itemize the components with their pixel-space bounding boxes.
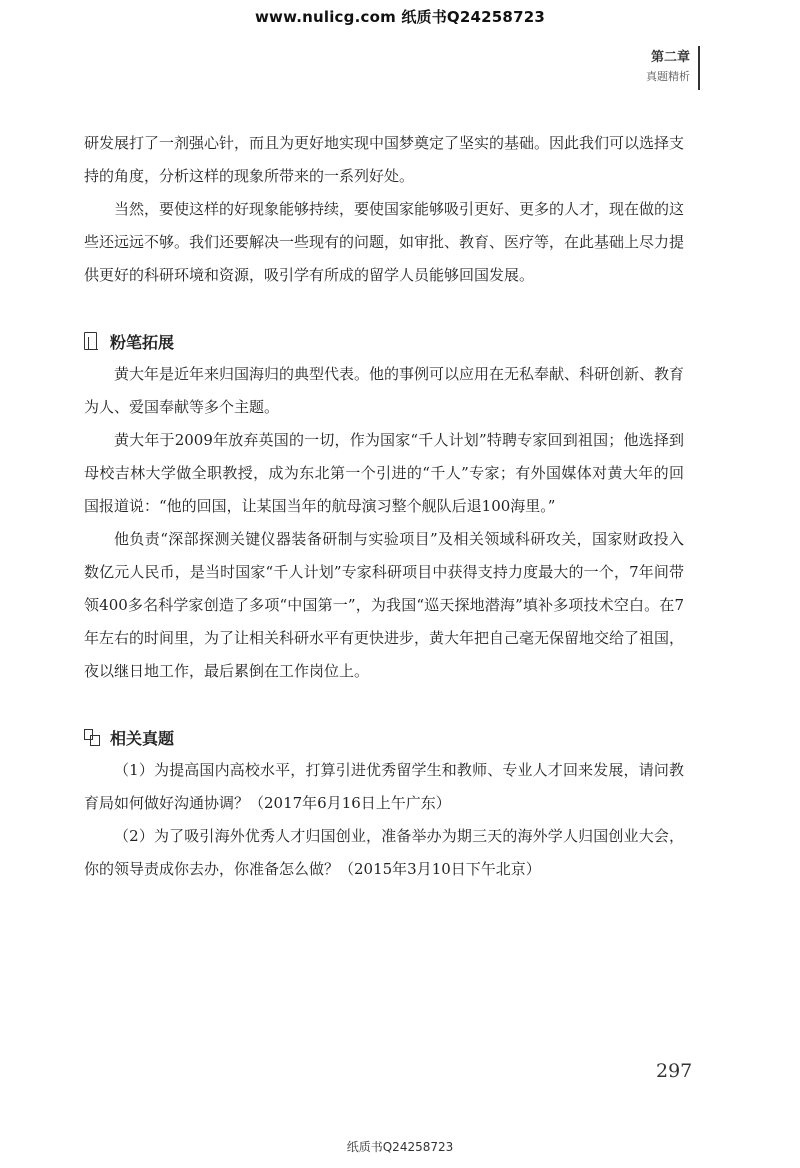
related-questions-icon [84, 728, 100, 746]
bottom-watermark: 纸质书Q24258723 [346, 1140, 454, 1154]
chapter-label: 第二章 [650, 50, 690, 65]
chalk-paragraph: 黄大年是近年来归国海归的典型代表。他的事例可以应用在无私奉献、科研创新、教育为人、爱国奉献等多个主题。 [84, 365, 685, 416]
running-header [646, 48, 690, 86]
page-number: 297 [656, 1060, 693, 1082]
related-question: （2）为了吸引海外优秀人才归国创业，准备举办为期三天的海外学人归国创业大会，你的领导责成你去办，你准备怎么做？（2015年3月10日下午北京） [84, 827, 684, 878]
chapter-subtitle: 真题精析 [646, 70, 690, 83]
intro-paragraph: 当然，要使这样的好现象能够持续，要使国家能够吸引更好、更多的人才，现在做的这些还远远不够。我们还要解决一些现有的问题，如审批、教育、医疗等，在此基础上尽力提供更好的科研环境和资源，吸引学有所成的留学人员能够回国发展。 [84, 200, 685, 284]
page-body [84, 127, 684, 886]
chalk-extension-icon [84, 332, 100, 350]
header-divider [698, 46, 700, 90]
section-heading-related [84, 720, 684, 754]
chalk-paragraph: 黄大年于2009年放弃英国的一切，作为国家“千人计划”特聘专家回到祖国；他选择到母校吉林大学做全职教授，成为东北第一个引进的“千人”专家；有外国媒体对黄大年的回国报道说：“他的回国，让某国当年的航母演习整个舰队后退100海里。” [84, 431, 684, 515]
top-watermark: www.nulicg.com 纸质书Q24258723 [255, 8, 545, 26]
chalk-paragraph: 他负责“深部探测关键仪器装备研制与实验项目”及相关领域科研攻关，国家财政投入数亿元人民币，是当时国家“千人计划”专家科研项目中获得支持力度最大的一个，7年间带领400多名科学家创造了多项“中国第一”，为我国“巡天探地潜海”填补多项技术空白。在7年左右的时间里，为了让相关科研水平有更快进步，黄大年把自己毫无保留地交给了祖国，夜以继日地工作，最后累倒在工作岗位上。 [84, 530, 685, 680]
section-heading-chalk [84, 324, 684, 358]
intro-paragraph: 研发展打了一剂强心针，而且为更好地实现中国梦奠定了坚实的基础。因此我们可以选择支持的角度，分析这样的现象所带来的一系列好处。 [84, 134, 685, 185]
related-question: （1）为提高国内高校水平，打算引进优秀留学生和教师、专业人才回来发展，请问教育局如何做好沟通协调？（2017年6月16日上午广东） [84, 761, 684, 812]
section-title: 粉笔拓展 [110, 332, 175, 352]
section-title: 相关真题 [110, 728, 175, 748]
